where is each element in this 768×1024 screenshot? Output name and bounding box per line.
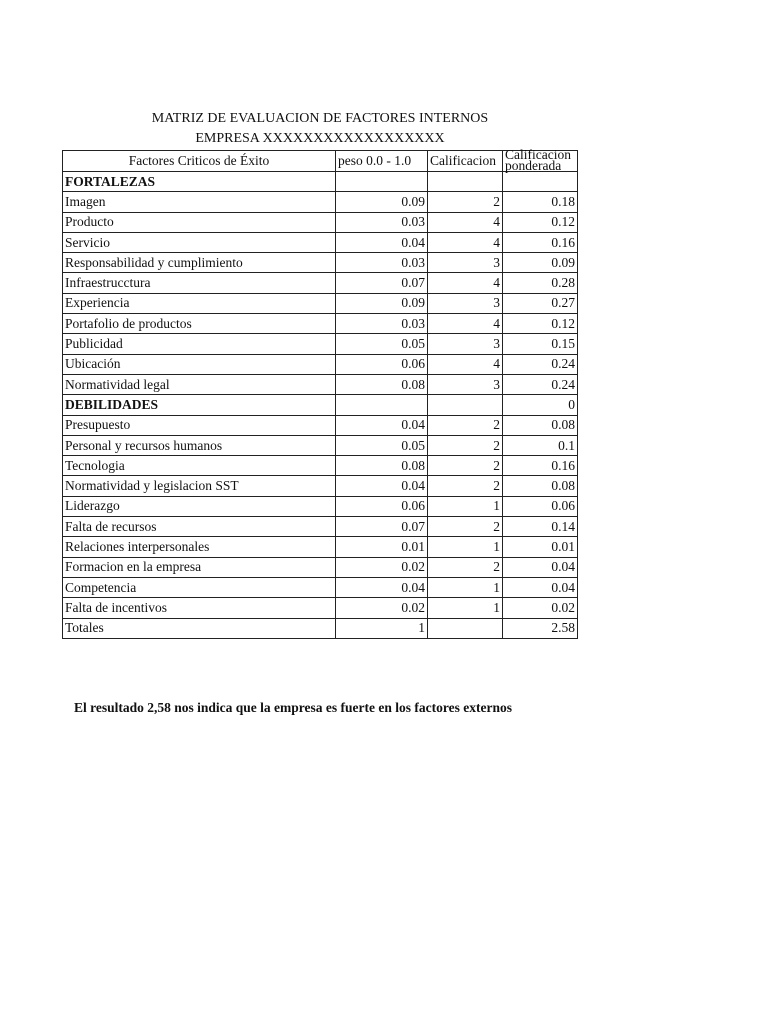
table-row [63,476,578,496]
ponderada-cell: 0.18 [503,192,578,212]
factor-cell: Infraestrucctura [63,273,336,293]
header-ponderada-label: Calificacion ponderada [505,147,571,173]
ponderada-cell: 0.04 [503,577,578,597]
table-row [63,456,578,476]
calificacion-cell: 2 [428,192,503,212]
peso-cell: 0.03 [336,314,428,334]
calificacion-cell: 4 [428,314,503,334]
ponderada-cell: 0.1 [503,435,578,455]
factor-cell: Falta de recursos [63,517,336,537]
calificacion-cell: 2 [428,517,503,537]
table-row [63,517,578,537]
header-calificacion: Calificacion [428,151,503,172]
peso-cell: 0.05 [336,334,428,354]
ponderada-cell: 0.24 [503,374,578,394]
ponderada-cell: 0.15 [503,334,578,354]
table-row [63,293,578,313]
peso-cell: 0.01 [336,537,428,557]
calificacion-cell: 3 [428,293,503,313]
section-row-fortalezas [63,172,578,192]
peso-cell: 0.09 [336,293,428,313]
calificacion-cell: 3 [428,334,503,354]
calificacion-cell: 4 [428,354,503,374]
header-factor: Factores Criticos de Éxito [63,151,336,172]
peso-cell: 0.06 [336,354,428,374]
section-row-debilidades [63,395,578,415]
factor-cell: Producto [63,212,336,232]
ponderada-cell: 0.16 [503,232,578,252]
factor-cell: Personal y recursos humanos [63,435,336,455]
ponderada-cell: 0.01 [503,537,578,557]
calificacion-cell: 2 [428,557,503,577]
calificacion-cell: 4 [428,273,503,293]
factor-cell: Responsabilidad y cumplimiento [63,253,336,273]
section-label: DEBILIDADES [63,395,336,415]
peso-cell: 0.04 [336,415,428,435]
factor-cell: Formacion en la empresa [63,557,336,577]
ponderada-cell: 0.27 [503,293,578,313]
table-row [63,192,578,212]
peso-cell: 0.08 [336,456,428,476]
header-row [63,151,578,172]
factor-cell: Imagen [63,192,336,212]
conclusion-text: El resultado 2,58 nos indica que la empresa es fuerte en los factores externos [74,700,512,715]
table-row [63,415,578,435]
calificacion-cell: 3 [428,253,503,273]
section-ponderada: 0 [503,395,578,415]
peso-cell: 0.04 [336,577,428,597]
table-row [63,557,578,577]
peso-cell: 0.08 [336,374,428,394]
table-row [63,253,578,273]
factor-cell: Portafolio de productos [63,314,336,334]
ponderada-cell: 0.08 [503,476,578,496]
calificacion-cell: 3 [428,374,503,394]
peso-cell: 0.03 [336,212,428,232]
calificacion-cell: 4 [428,212,503,232]
ponderada-cell: 0.02 [503,598,578,618]
calificacion-cell: 2 [428,476,503,496]
calificacion-cell: 1 [428,598,503,618]
totals-label: Totales [63,618,336,638]
factor-cell: Normatividad y legislacion SST [63,476,336,496]
peso-cell: 0.02 [336,557,428,577]
factor-cell: Liderazgo [63,496,336,516]
evaluation-matrix-table [62,147,578,639]
factor-cell: Presupuesto [63,415,336,435]
calificacion-cell: 1 [428,577,503,597]
header-peso: peso 0.0 - 1.0 [336,151,428,172]
factor-cell: Publicidad [63,334,336,354]
peso-cell: 0.09 [336,192,428,212]
peso-cell: 0.02 [336,598,428,618]
table-row [63,598,578,618]
ponderada-cell: 0.24 [503,354,578,374]
factor-cell: Servicio [63,232,336,252]
peso-cell: 0.05 [336,435,428,455]
totals-ponderada: 2.58 [503,618,578,638]
peso-cell: 0.03 [336,253,428,273]
table-row [63,314,578,334]
calificacion-cell: 2 [428,415,503,435]
peso-cell: 0.04 [336,476,428,496]
peso-cell: 0.07 [336,517,428,537]
ponderada-cell: 0.06 [503,496,578,516]
factor-cell: Ubicación [63,354,336,374]
totals-peso: 1 [336,618,428,638]
ponderada-cell: 0.12 [503,212,578,232]
table-row [63,374,578,394]
factor-cell: Falta de incentivos [63,598,336,618]
table-row [63,537,578,557]
table-row [63,273,578,293]
ponderada-cell: 0.16 [503,456,578,476]
factor-cell: Competencia [63,577,336,597]
factor-cell: Normatividad legal [63,374,336,394]
calificacion-cell: 2 [428,435,503,455]
company-name: EMPRESA XXXXXXXXXXXXXXXXXX [195,131,445,146]
section-label: FORTALEZAS [63,172,336,192]
factor-cell: Tecnologia [63,456,336,476]
ponderada-cell: 0.04 [503,557,578,577]
ponderada-cell: 0.12 [503,314,578,334]
ponderada-cell: 0.09 [503,253,578,273]
totals-row [63,618,578,638]
table-row [63,354,578,374]
factor-cell: Experiencia [63,293,336,313]
document-title: MATRIZ DE EVALUACION DE FACTORES INTERNOS [151,111,489,126]
header-ponderada [503,147,578,173]
ponderada-cell: 0.08 [503,415,578,435]
ponderada-cell: 0.14 [503,517,578,537]
peso-cell: 0.04 [336,232,428,252]
calificacion-cell: 4 [428,232,503,252]
table-row [63,496,578,516]
factor-cell: Relaciones interpersonales [63,537,336,557]
calificacion-cell: 1 [428,496,503,516]
table-row [63,577,578,597]
calificacion-cell: 2 [428,456,503,476]
ponderada-cell: 0.28 [503,273,578,293]
table-row [63,435,578,455]
peso-cell: 0.07 [336,273,428,293]
table-row [63,232,578,252]
calificacion-cell: 1 [428,537,503,557]
table-row [63,334,578,354]
table-row [63,212,578,232]
peso-cell: 0.06 [336,496,428,516]
